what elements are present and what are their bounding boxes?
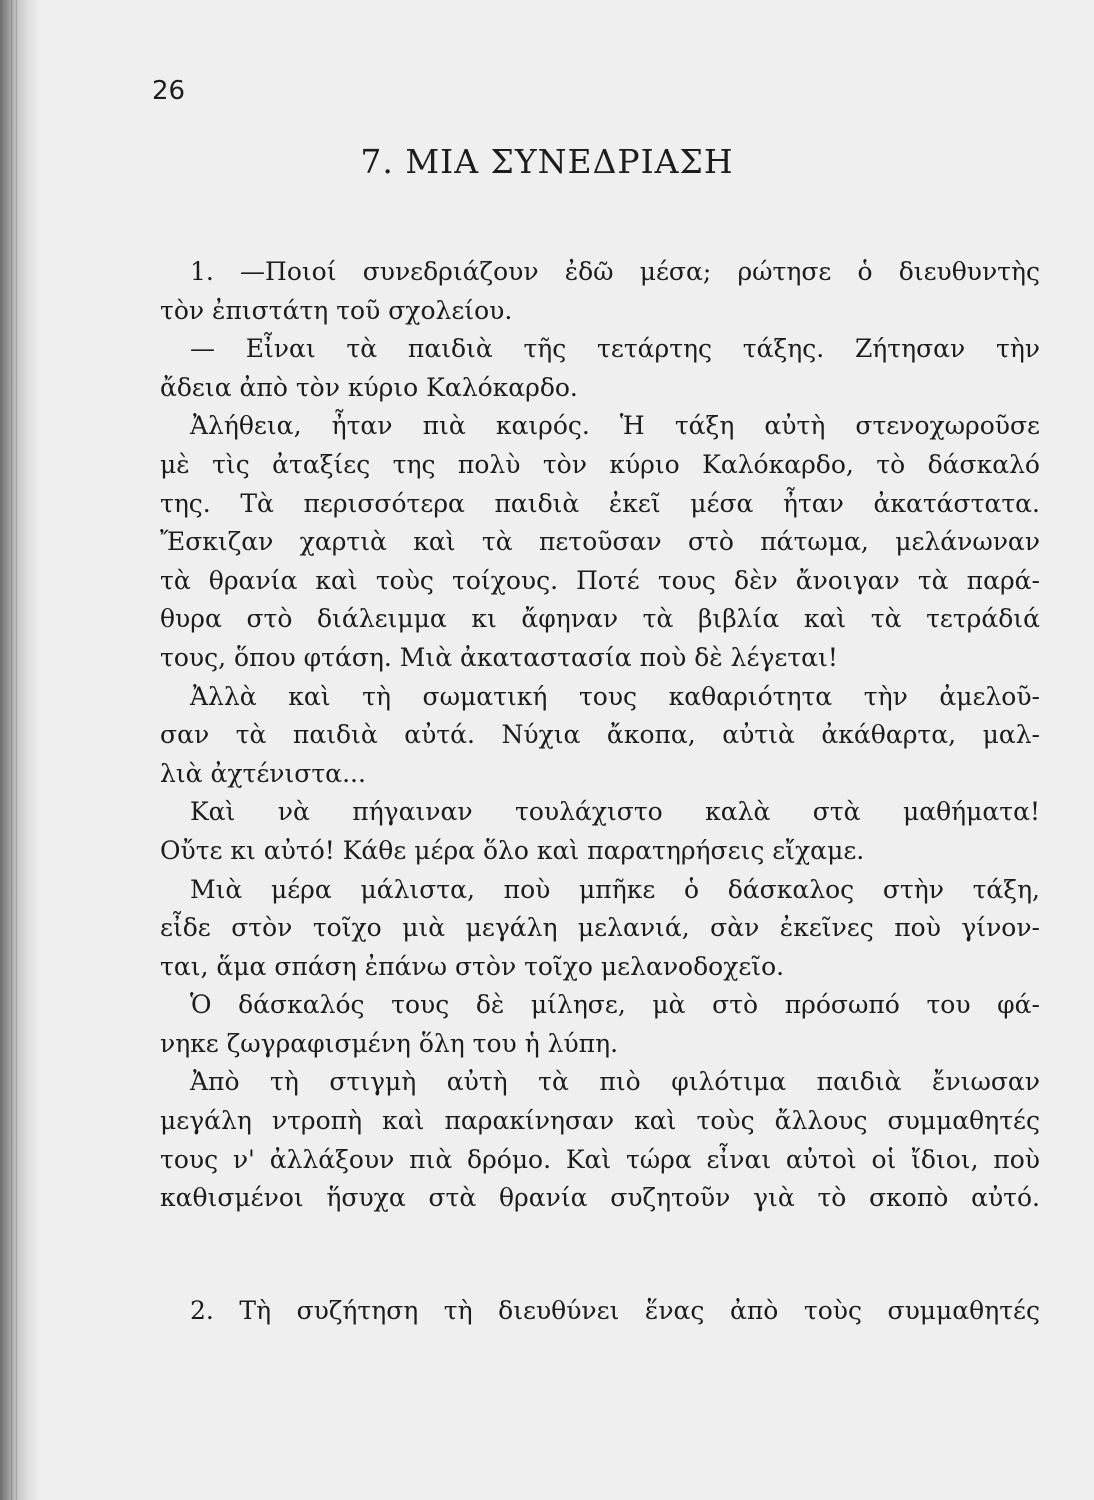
- text-line: εἶδε στὸν τοῖχο μιὰ μεγάλη μελανιά, σὰν ἐκεῖνες ποὺ γίνον-: [160, 913, 1040, 943]
- text-line: Οὔτε κι αὐτό! Κάθε μέρα ὅλο καὶ παρατηρήσεις εἴχαμε.: [160, 835, 865, 865]
- text-line: τους ν' ἀλλάξουν πιὰ δρόμο. Καὶ τώρα εἶναι αὐτοὶ οἱ ἴδιοι, ποὺ: [160, 1144, 1040, 1174]
- text-line: μὲ τὶς ἀταξίες της πολὺ τὸν κύριο Καλόκαρδο, τὸ δάσκαλό: [160, 449, 1040, 479]
- text-line: Ἔσκιζαν χαρτιὰ καὶ τὰ πετοῦσαν στὸ πάτωμα, μελάνωναν: [160, 527, 1040, 557]
- text-line: ται, ἅμα σπάση ἐπάνω στὸν τοῖχο μελανοδοχεῖο.: [160, 951, 785, 981]
- page-number: 26: [152, 76, 186, 106]
- chapter-title: 7. ΜΙΑ ΣΥΝΕΔΡΙΑΣΗ: [360, 142, 734, 181]
- text-line: νηκε ζωγραφισμένη ὅλη του ἡ λύπη.: [160, 1028, 619, 1058]
- text-line: τους, ὅπου φτάση. Μιὰ ἀκαταστασία ποὺ δὲ λέγεται!: [160, 642, 838, 672]
- binding-line: [16, 0, 17, 1500]
- text-line: Καὶ νὰ πήγαιναν τουλάχιστο καλὰ στὰ μαθήματα!: [190, 797, 1040, 827]
- text-line: 2. Τὴ συζήτηση τὴ διευθύνει ἕνας ἀπὸ τοὺς συμμαθητές: [190, 1295, 1040, 1325]
- binding-line: [6, 0, 7, 1500]
- text-line: — Εἶναι τὰ παιδιὰ τῆς τετάρτης τάξης. Ζήτησαν τὴν: [190, 334, 1040, 364]
- text-line: καθισμένοι ἥσυχα στὰ θρανία συζητοῦν γιὰ τὸ σκοπὸ αὐτό.: [160, 1183, 1040, 1213]
- binding-line: [11, 0, 12, 1500]
- text-line: Ἀλλὰ καὶ τὴ σωματική τους καθαριότητα τὴν ἀμελοῦ-: [190, 681, 1040, 711]
- text-line: Ἀλήθεια, ἦταν πιὰ καιρός. Ἡ τάξη αὐτὴ στενοχωροῦσε: [190, 411, 1040, 441]
- text-line: ἄδεια ἀπὸ τὸν κύριο Καλόκαρδο.: [160, 372, 578, 402]
- text-line: τὰ θρανία καὶ τοὺς τοίχους. Ποτέ τους δὲν ἄνοιγαν τὰ παρά-: [160, 565, 1040, 595]
- text-line: τὸν ἐπιστάτη τοῦ σχολείου.: [160, 295, 513, 325]
- text-line: λιὰ ἀχτένιστα...: [160, 758, 366, 788]
- text-line: θυρα στὸ διάλειμμα κι ἄφηναν τὰ βιβλία καὶ τὰ τετράδιά: [160, 604, 1040, 634]
- text-line: Μιὰ μέρα μάλιστα, ποὺ μπῆκε ὁ δάσκαλος στὴν τάξη,: [190, 874, 1040, 904]
- text-line: σαν τὰ παιδιὰ αὐτά. Νύχια ἄκοπα, αὐτιὰ ἀκάθαρτα, μαλ-: [160, 720, 1040, 750]
- text-line: Ὁ δάσκαλός τους δὲ μίλησε, μὰ στὸ πρόσωπό του φά-: [190, 990, 1040, 1020]
- section-gap: [160, 1218, 1040, 1292]
- body-text: [160, 253, 1040, 1330]
- text-line: μεγάλη ντροπὴ καὶ παρακίνησαν καὶ τοὺς ἄλλους συμμαθητές: [160, 1106, 1040, 1136]
- text-line: Ἀπὸ τὴ στιγμὴ αὐτὴ τὰ πιὸ φιλότιμα παιδιὰ ἔνιωσαν: [190, 1067, 1040, 1097]
- text-line: 1. —Ποιοί συνεδριάζουν ἐδῶ μέσα; ρώτησε ὁ διευθυντὴς: [190, 257, 1040, 286]
- text-line: της. Τὰ περισσότερα παιδιὰ ἐκεῖ μέσα ἦταν ἀκατάστατα.: [160, 488, 1040, 518]
